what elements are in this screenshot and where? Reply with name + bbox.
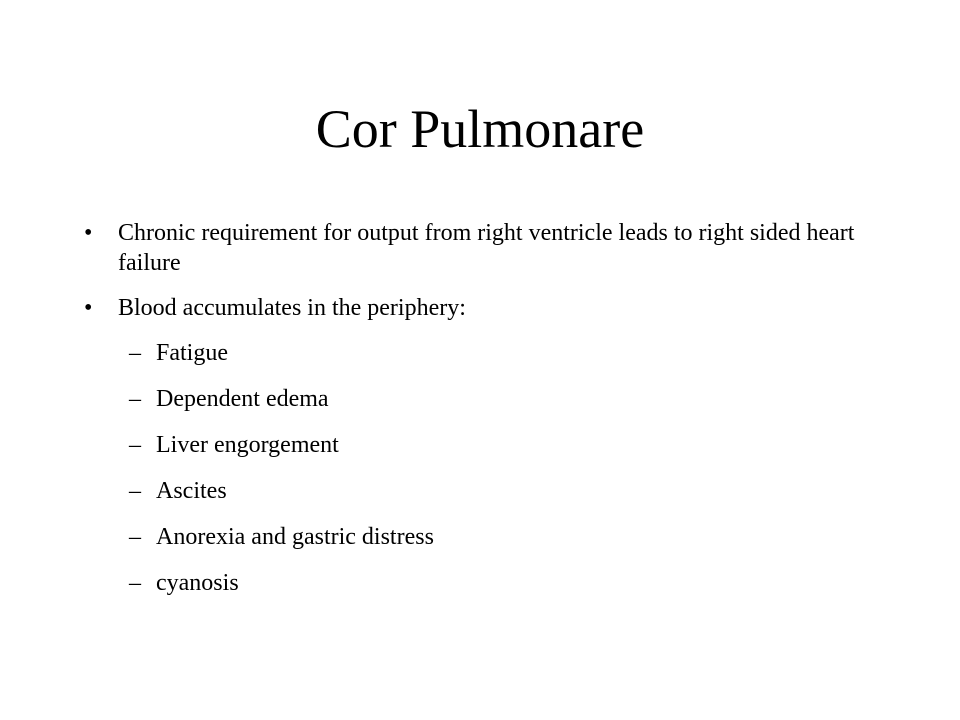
bullet-text: Blood accumulates in the periphery: [118, 295, 466, 321]
bullet-text: Chronic requirement for output from right ventricle leads to right sided heart failure [118, 220, 855, 276]
dash-marker: – [129, 570, 141, 596]
dash-marker: – [129, 432, 141, 458]
dash-marker: – [129, 524, 141, 550]
bullet-marker: • [84, 295, 93, 321]
sub-bullet-text: Fatigue [156, 340, 228, 366]
sub-bullet-list [80, 338, 880, 598]
sub-bullet-text: cyanosis [156, 570, 239, 596]
dash-marker: – [129, 478, 141, 504]
sub-bullet-item [80, 568, 880, 598]
sub-bullet-item [80, 430, 880, 460]
bullet-item [80, 293, 880, 323]
dash-marker: – [129, 386, 141, 412]
bullet-item [80, 218, 880, 278]
sub-bullet-item [80, 522, 880, 552]
bullet-marker: • [84, 220, 93, 246]
sub-bullet-item [80, 384, 880, 414]
slide-title: Cor Pulmonare [315, 99, 645, 159]
bullet-list [80, 218, 880, 614]
sub-bullet-text: Dependent edema [156, 386, 329, 412]
sub-bullet-text: Anorexia and gastric distress [156, 524, 434, 550]
sub-bullet-text: Liver engorgement [156, 432, 339, 458]
dash-marker: – [129, 340, 141, 366]
sub-bullet-group [80, 338, 880, 598]
sub-bullet-text: Ascites [156, 478, 227, 504]
sub-bullet-item [80, 338, 880, 368]
sub-bullet-item [80, 476, 880, 506]
